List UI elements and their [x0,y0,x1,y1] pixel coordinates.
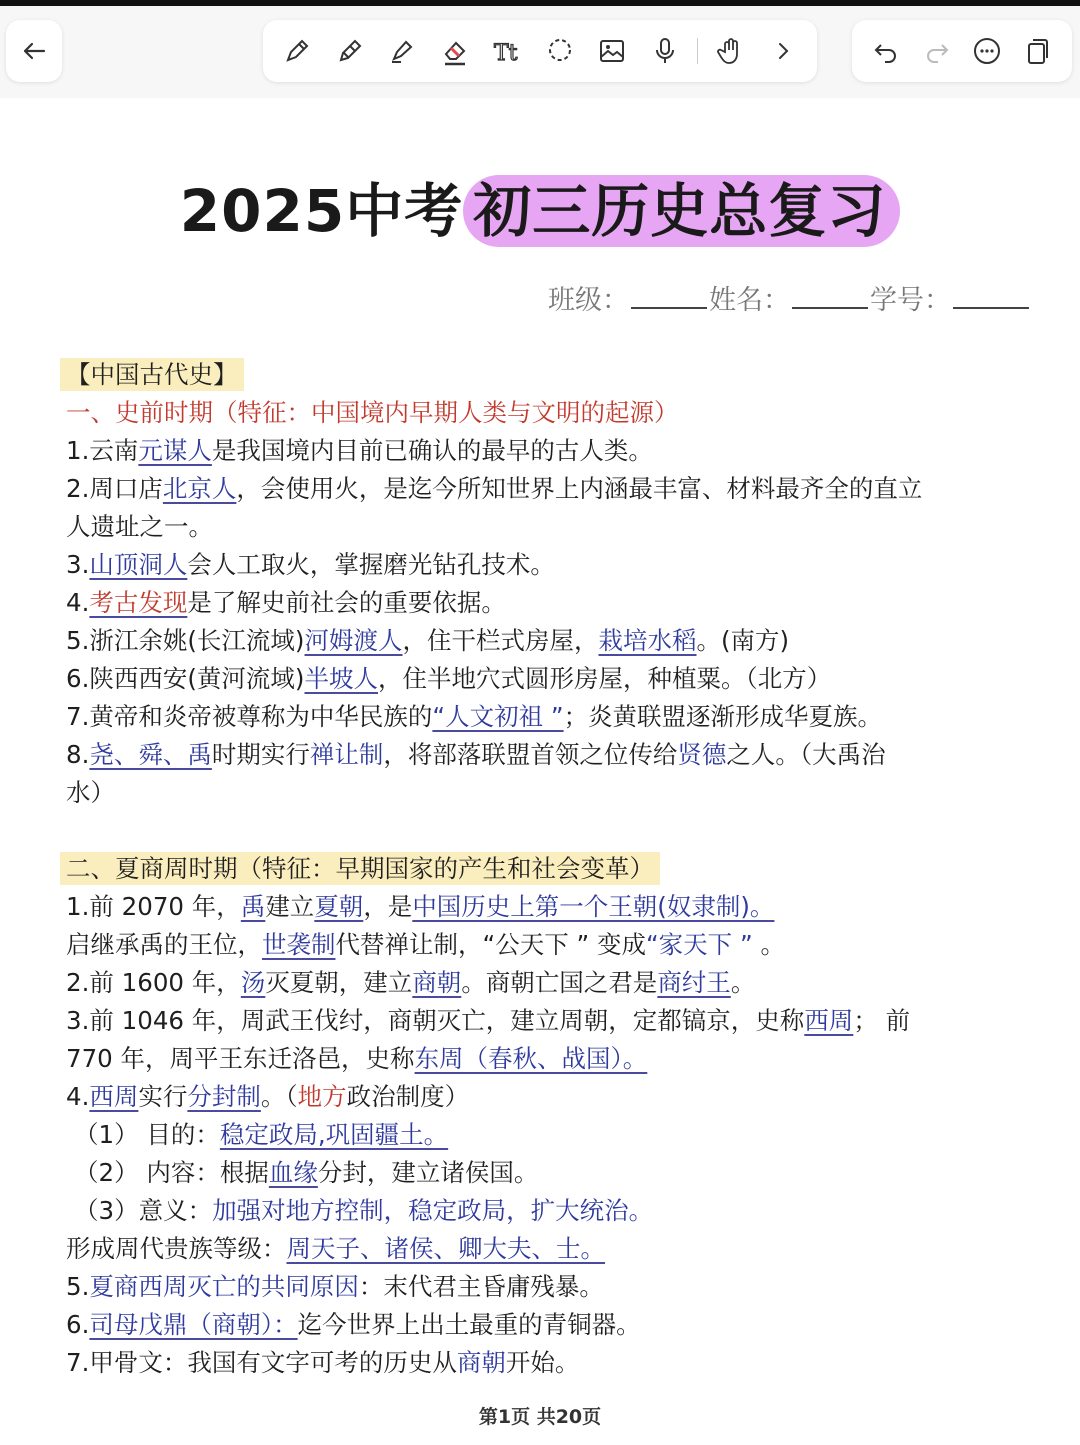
text: 4. [66,1082,90,1111]
text: 开始。 [505,1348,580,1377]
list-item [66,698,882,736]
key-term: “人文初祖 ” [432,702,564,731]
key-term: “家天下 ” [645,930,753,959]
key-term: 西周 [89,1082,139,1111]
drawing-tools [263,20,817,82]
key-term: 尧、舜、禹 [89,740,212,769]
list-item [66,1230,605,1268]
key-term: 商朝 [412,968,462,997]
text: 6. [66,1310,90,1339]
text: ，住半地穴式圆形房屋，种植粟。（北方） [378,664,832,693]
key-term: 栽培水稻 [598,626,697,655]
key-term: 周天子、诸侯、卿大夫、士。 [286,1234,605,1263]
list-item [66,470,922,508]
list-item [66,1306,641,1344]
section-heading-2 [66,850,660,888]
text: 建立 [265,892,315,921]
text: 2.前 1600 年， [66,968,241,997]
text: 。(南方) [696,626,790,655]
class-label: 班级： [548,285,629,316]
text: 启继承禹的王位， [66,930,262,959]
text: 5.浙江余姚(长江流域) [66,626,305,655]
text: 会人工取火，掌握磨光钻孔技术。 [187,550,555,579]
key-term: 元谋人 [138,436,212,465]
id-blank [953,287,1029,309]
text: 。 [752,930,785,959]
key-term: 考古发现 [89,588,188,617]
text: “公天下 ” [482,930,590,959]
title-year: 2025中考 [179,177,464,245]
list-item-continued [66,926,785,964]
text: 政治制度） [346,1082,470,1111]
redo-button[interactable] [917,31,957,71]
page-title [0,164,1080,248]
text: 。 [730,968,756,997]
key-term: 血缘 [268,1158,318,1187]
title-highlight: 初三历史总复习 [463,175,900,247]
text: ：末代君主昏庸残暴。 [358,1272,604,1301]
text: 3. [66,550,90,579]
undo-icon [871,36,901,66]
section-heading-1: 一、史前时期（特征：中国境内早期人类与文明的起源） [66,398,679,427]
id-label: 学号： [870,285,951,316]
key-term: 禹 [240,892,266,921]
list-item-continued: 水） [66,778,115,807]
key-term: 汤 [240,968,266,997]
text: 7.甲骨文：我国有文字可考的历史从 [66,1348,457,1377]
arrow-left-icon [19,36,49,66]
list-item [66,1268,604,1306]
text: 2.周口店 [66,474,163,503]
text: 变成 [589,930,646,959]
key-term: 商纣王 [657,968,731,997]
page-number: 第1页 共20页 [478,1406,602,1428]
note-page[interactable] [0,98,1080,1445]
eraser-tool-button[interactable] [435,31,475,71]
key-term: 贤德 [677,740,727,769]
image-icon [597,36,627,66]
text: 是了解史前社会的重要依据。 [187,588,506,617]
key-term: 禅让制 [309,740,384,769]
key-term: 夏商西周灭亡的共同原因 [89,1272,359,1301]
list-item [66,1002,910,1040]
class-blank [631,287,707,309]
key-term: 河姆渡人 [304,626,403,655]
list-item [66,660,831,698]
back-button[interactable] [6,20,62,82]
highlighter-tool-button[interactable] [382,31,422,71]
key-term: 西周 [804,1006,854,1035]
lasso-tool-button[interactable] [540,31,580,71]
section-heading-text: 二、夏商周时期（特征：早期国家的产生和社会变革） [60,852,660,885]
sub-item [74,1192,653,1230]
text: 分封，建立诸侯国。 [317,1158,539,1187]
key-term: 山顶洞人 [89,550,188,579]
text: 形成周代贵族等级： [66,1234,287,1263]
section-header-text: 【中国古代史】 [60,358,244,391]
key-term: 地方 [297,1082,347,1111]
text: 代替禅让制， [335,930,483,959]
list-item [66,888,774,926]
text: 1.云南 [66,436,139,465]
more-options-button[interactable] [967,31,1007,71]
list-item-continued: 人遗址之一。 [66,512,213,541]
key-term: 东周（春秋、战国）。 [414,1044,648,1073]
text: 迄今世界上出土最重的青铜器。 [297,1310,641,1339]
text: 5. [66,1272,90,1301]
redo-icon [922,36,952,66]
text: 3.前 1046 年，周武王伐纣，商朝灭亡，建立周朝，定都镐京，史称 [66,1006,805,1035]
lasso-icon [545,36,575,66]
text: ，住干栏式房屋， [402,626,599,655]
key-term: 分封制 [187,1082,261,1111]
list-item [66,736,886,774]
pencil-icon [335,36,365,66]
sub-item [74,1154,538,1192]
text: ，是 [363,892,413,921]
text: ，会使用火，是迄今所知世界上内涵最丰富、材料最齐全的直立 [236,474,923,503]
name-label: 姓名： [709,285,790,316]
text: 4. [66,588,90,617]
key-term: 商朝 [456,1348,506,1377]
pencil-tool-button[interactable] [330,31,370,71]
text: （2） 内容：根据 [74,1158,269,1187]
student-info [548,278,1031,317]
key-term: 半坡人 [304,664,378,693]
key-term: 世袭制 [262,930,336,959]
list-item [66,1078,469,1116]
microphone-icon [650,36,680,66]
pages-icon [1023,36,1053,66]
text: ；炎黄联盟逐渐形成华夏族。 [563,702,883,731]
list-item [66,546,555,584]
key-term: 司母戊鼎（商朝）： [89,1310,298,1339]
key-term: 中国历史上第一个王朝(奴隶制)。 [412,892,775,921]
voice-tool-button[interactable] [645,31,685,71]
chevron-right-icon [768,36,798,66]
pages-button[interactable] [1018,31,1058,71]
sub-item [74,1116,448,1154]
list-item [66,964,755,1002]
hand-icon [716,36,746,66]
text: ，将部落联盟首领之位传给 [383,740,678,769]
eraser-icon [440,36,470,66]
text: 灭夏朝，建立 [265,968,413,997]
text: 实行 [138,1082,188,1111]
toolbar-divider [697,38,698,64]
key-term: 北京人 [162,474,237,503]
list-item [66,622,789,660]
text: 时期实行 [211,740,310,769]
note-toolbar [0,6,1080,98]
list-item-continued [66,1040,647,1078]
list-item [66,432,653,470]
text: （1） 目的： [74,1120,220,1149]
text: 770 年，周平王东迁洛邑，史称 [66,1044,415,1073]
list-item [66,584,506,622]
hand-tool-button[interactable] [711,31,751,71]
text-tool-button[interactable] [487,31,527,71]
text: 6.陕西西安(黄河流域) [66,664,305,693]
text-icon [492,36,522,66]
text: 1.前 2070 年， [66,892,241,921]
list-item [66,1344,579,1382]
pen-icon [282,36,312,66]
text: 之人。（大禹治 [726,740,886,769]
text: 。（ [260,1082,298,1111]
key-term: 夏朝 [314,892,364,921]
text: 是我国境内目前已确认的最早的古人类。 [211,436,653,465]
undo-button[interactable] [866,31,906,71]
text: （3）意义： [74,1196,213,1225]
section-header [66,356,244,394]
text: 8. [66,740,90,769]
highlighter-icon [387,36,417,66]
text: 。商朝亡国之君是 [461,968,658,997]
image-tool-button[interactable] [592,31,632,71]
pen-tool-button[interactable] [277,31,317,71]
key-term: 加强对地方控制，稳定政局，扩大统治。 [212,1196,654,1225]
name-blank [792,287,868,309]
edit-actions [852,20,1072,82]
key-term: 稳定政局,巩固疆土。 [219,1120,449,1149]
more-tools-button[interactable] [763,31,803,71]
more-icon [972,36,1002,66]
text: 7.黄帝和炎帝被尊称为中华民族的 [66,702,433,731]
svg-text:Tt: Tt [494,41,518,66]
text: ； 前 [853,1006,911,1035]
